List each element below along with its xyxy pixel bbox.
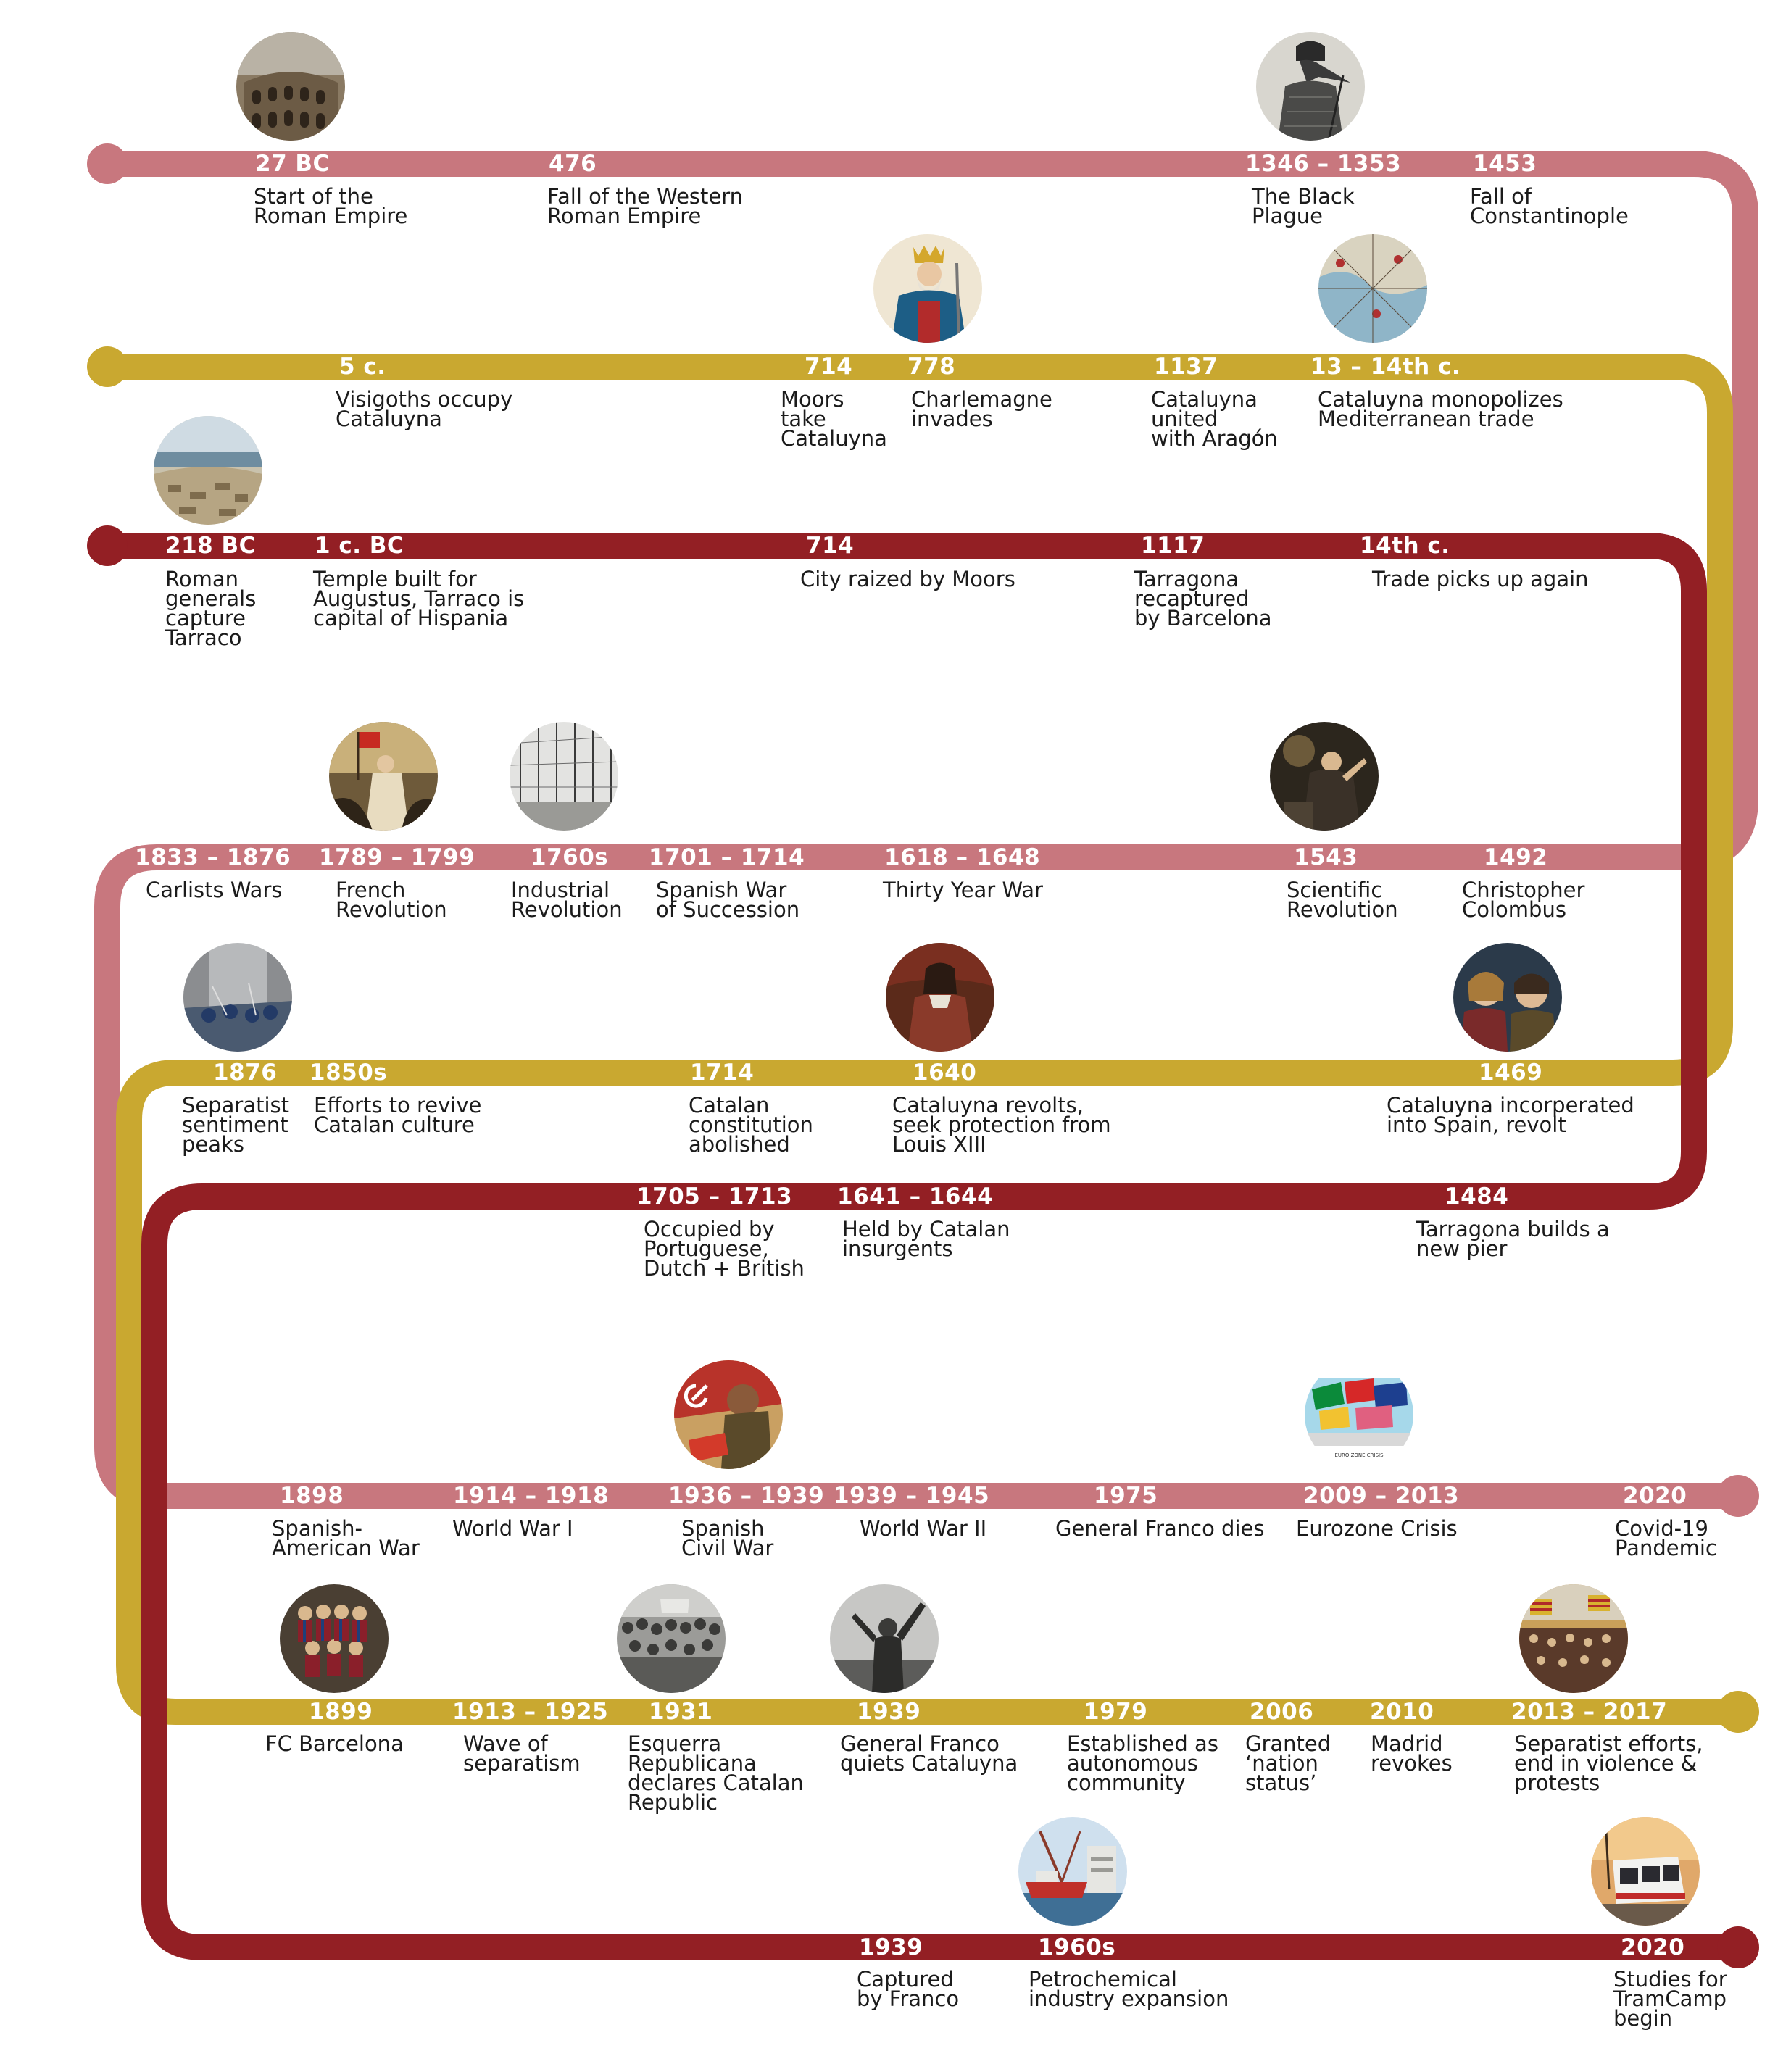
- world-line-end-dot: [1717, 1475, 1759, 1517]
- tram-photo: [1591, 1817, 1700, 1926]
- event-year: 2020: [1623, 1483, 1687, 1509]
- charlemagne-photo: [873, 234, 982, 343]
- event-label: Efforts to revive Catalan culture: [314, 1093, 482, 1137]
- event-year: 5 c.: [339, 354, 386, 380]
- event-year: 714: [805, 354, 853, 380]
- world-line-start-dot: [87, 143, 128, 184]
- event-year: 14th c.: [1360, 533, 1450, 559]
- factory-engraving-photo: [510, 722, 618, 831]
- event-year: 1469: [1479, 1060, 1543, 1086]
- plague-doctor-photo: [1256, 32, 1365, 141]
- event-year: 218 BC: [165, 533, 256, 559]
- event-label: World War I: [452, 1516, 573, 1541]
- event-year: 1939: [857, 1699, 921, 1725]
- event-label: Petrochemical industry expansion: [1029, 1967, 1229, 2011]
- tarragona-line-start-dot: [87, 525, 128, 566]
- event-year: 1939 – 1945: [834, 1483, 990, 1509]
- battle-scene-photo: [183, 943, 292, 1052]
- port-ship-photo: [1018, 1817, 1127, 1926]
- event-label: Esquerra Republicana declares Catalan Republic: [628, 1731, 804, 1815]
- event-label: Held by Catalan insurgents: [842, 1217, 1010, 1261]
- event-label: Thirty Year War: [883, 878, 1043, 902]
- event-label: Separatist sentiment peaks: [182, 1093, 290, 1157]
- event-label: Scientific Revolution: [1287, 878, 1398, 922]
- event-label: City raized by Moors: [800, 567, 1015, 591]
- event-label: Carlists Wars: [146, 878, 283, 902]
- event-year: 2009 – 2013: [1303, 1483, 1460, 1509]
- event-label: French Revolution: [336, 878, 447, 922]
- event-label: Eurozone Crisis: [1296, 1516, 1458, 1541]
- civil-war-poster-photo: [674, 1360, 783, 1469]
- event-year: 1789 – 1799: [319, 844, 475, 870]
- event-label: Separatist efforts, end in violence & protests: [1514, 1731, 1703, 1795]
- event-year: 13 – 14th c.: [1310, 354, 1461, 380]
- event-year: 714: [806, 533, 855, 559]
- event-label: Captured by Franco: [857, 1967, 960, 2011]
- event-year: 1931: [649, 1699, 713, 1725]
- event-year: 778: [907, 354, 956, 380]
- event-label: Fall of Constantinople: [1470, 184, 1629, 228]
- event-label: Temple built for Augustus, Tarraco is capital of Hispania: [313, 567, 525, 631]
- protest-flags-photo: [1519, 1584, 1628, 1693]
- event-year: 1137: [1154, 354, 1218, 380]
- roman-ruins-photo: [154, 416, 262, 525]
- event-label: Granted ‘nation status’: [1245, 1731, 1331, 1795]
- event-year: 1876: [213, 1060, 278, 1086]
- event-year: 1898: [280, 1483, 344, 1509]
- sea-chart-photo: [1318, 234, 1427, 343]
- event-label: Industrial Revolution: [511, 878, 623, 922]
- event-year: 1 c. BC: [315, 533, 404, 559]
- tarragona-line-end-dot: [1717, 1926, 1759, 1968]
- event-year: 27 BC: [255, 151, 330, 177]
- football-team-photo: [280, 1584, 389, 1693]
- royal-couple-photo: [1453, 943, 1562, 1052]
- cataluyna-line-start-dot: [87, 346, 128, 387]
- eurozone-cartoon-caption: EURO ZONE CRISIS: [1334, 1452, 1384, 1458]
- event-label: Madrid revokes: [1371, 1731, 1453, 1776]
- event-label: Cataluyna incorperated into Spain, revolt: [1387, 1093, 1634, 1137]
- event-year: 1899: [309, 1699, 373, 1725]
- event-label: Studies for TramCamp begin: [1613, 1967, 1727, 2031]
- event-year: 476: [549, 151, 597, 177]
- event-year: 1346 – 1353: [1245, 151, 1402, 177]
- event-label: Occupied by Portuguese, Dutch + British: [644, 1217, 805, 1281]
- event-label: Roman generals capture Tarraco: [165, 567, 257, 650]
- event-label: Start of the Roman Empire: [254, 184, 408, 228]
- event-year: 1936 – 1939: [668, 1483, 825, 1509]
- event-label: Trade picks up again: [1372, 567, 1589, 591]
- event-year: 1960s: [1038, 1934, 1116, 1960]
- event-year: 2013 – 2017: [1511, 1699, 1668, 1725]
- louis-xiii-photo: [886, 943, 994, 1052]
- eurozone-cartoon-photo: [1305, 1360, 1413, 1469]
- event-year: 1939: [859, 1934, 923, 1960]
- event-year: 1543: [1294, 844, 1358, 870]
- event-label: The Black Plague: [1252, 184, 1355, 228]
- event-year: 1705 – 1713: [636, 1183, 793, 1210]
- event-label: Charlemagne invades: [911, 387, 1052, 431]
- event-year: 1641 – 1644: [837, 1183, 994, 1210]
- event-year: 1640: [913, 1060, 977, 1086]
- event-year: 1979: [1084, 1699, 1148, 1725]
- event-year: 1701 – 1714: [649, 844, 805, 870]
- event-year: 1914 – 1918: [453, 1483, 610, 1509]
- event-label: Established as autonomous community: [1067, 1731, 1218, 1795]
- event-year: 1453: [1473, 151, 1537, 177]
- event-year: 1492: [1484, 844, 1548, 870]
- franco-salute-photo: [830, 1584, 939, 1693]
- event-year: 1850s: [309, 1060, 388, 1086]
- event-label: Christopher Colombus: [1462, 878, 1585, 922]
- event-label: Moors take Cataluyna: [781, 387, 887, 451]
- event-label: General Franco quiets Cataluyna: [840, 1731, 1018, 1776]
- event-year: 1618 – 1648: [884, 844, 1041, 870]
- event-year: 2010: [1370, 1699, 1434, 1725]
- event-year: 1714: [690, 1060, 755, 1086]
- event-label: Tarragona recaptured by Barcelona: [1134, 567, 1272, 631]
- event-year: 2020: [1621, 1934, 1685, 1960]
- event-year: 1484: [1445, 1183, 1509, 1210]
- event-label: Fall of the Western Roman Empire: [547, 184, 744, 228]
- event-label: Spanish War of Succession: [656, 878, 800, 922]
- event-year: 1117: [1141, 533, 1205, 559]
- event-label: Spanish- American War: [272, 1516, 420, 1560]
- event-label: World War II: [860, 1516, 987, 1541]
- event-label: Spanish Civil War: [681, 1516, 774, 1560]
- event-label: FC Barcelona: [265, 1731, 404, 1756]
- colosseum-photo: [236, 32, 345, 141]
- cataluyna-line-end-dot: [1717, 1691, 1759, 1733]
- crowd-1931-photo: [617, 1584, 726, 1693]
- event-label: Tarragona builds a new pier: [1416, 1217, 1610, 1261]
- event-year: 1975: [1094, 1483, 1158, 1509]
- event-label: General Franco dies: [1055, 1516, 1265, 1541]
- event-label: Covid-19 Pandemic: [1615, 1516, 1717, 1560]
- event-year: 1833 – 1876: [135, 844, 291, 870]
- event-year: 2006: [1250, 1699, 1314, 1725]
- event-label: Catalan constitution abolished: [689, 1093, 813, 1157]
- event-label: Wave of separatism: [463, 1731, 581, 1776]
- astronomer-photo: [1270, 722, 1379, 831]
- event-label: Cataluyna revolts, seek protection from Louis XIII: [892, 1093, 1111, 1157]
- event-year: 1913 – 1925: [452, 1699, 609, 1725]
- event-year: 1760s: [531, 844, 609, 870]
- event-label: Cataluyna united with Aragón: [1151, 387, 1278, 451]
- event-label: Cataluyna monopolizes Mediterranean trade: [1318, 387, 1563, 431]
- liberty-painting-photo: [329, 722, 438, 831]
- event-label: Visigoths occupy Cataluyna: [336, 387, 513, 431]
